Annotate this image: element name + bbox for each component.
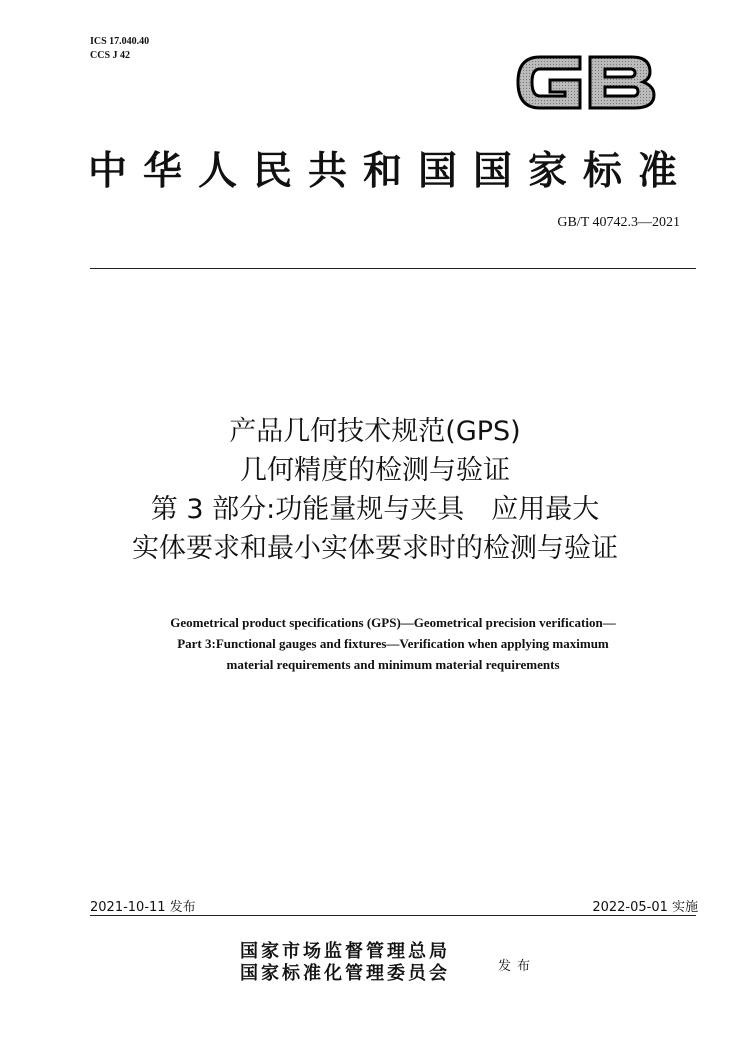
bottom-divider bbox=[90, 915, 696, 916]
chinese-title-line: 第 3 部分:功能量规与夹具 应用最大 bbox=[150, 494, 600, 525]
classification-codes bbox=[90, 35, 149, 63]
gb-logo bbox=[510, 45, 660, 120]
issuer-name: 国家市场监督管理总局 bbox=[240, 941, 450, 962]
english-title bbox=[85, 612, 701, 675]
english-title-line: material requirements and minimum material requirements bbox=[226, 657, 560, 672]
top-divider bbox=[90, 268, 696, 269]
chinese-title-line: 实体要求和最小实体要求时的检测与验证 bbox=[132, 533, 618, 564]
standard-number: GB/T 40742.3—2021 bbox=[557, 215, 680, 230]
issue-label: 发布 bbox=[498, 959, 537, 974]
implementation-date: 2022-05-01 实施 bbox=[592, 900, 698, 915]
chinese-title-line: 产品几何技术规范(GPS) bbox=[229, 416, 521, 447]
chinese-title-line: 几何精度的检测与验证 bbox=[240, 455, 510, 486]
english-title-line: Part 3:Functional gauges and fixtures—Verification when applying maximum bbox=[177, 636, 609, 651]
issuing-authorities bbox=[240, 941, 450, 985]
issuer-name: 国家标准化管理委员会 bbox=[240, 963, 450, 984]
chinese-title bbox=[60, 412, 690, 568]
ics-code: ICS 17.040.40 bbox=[90, 36, 150, 47]
ccs-code: CCS J 42 bbox=[90, 50, 131, 61]
issue-date: 2021-10-11 发布 bbox=[90, 900, 196, 915]
english-title-line: Geometrical product specifications (GPS)—Geometrical precision verification— bbox=[170, 615, 616, 630]
issuing-country-title: 中华人民共和国国家标准 bbox=[88, 148, 694, 194]
